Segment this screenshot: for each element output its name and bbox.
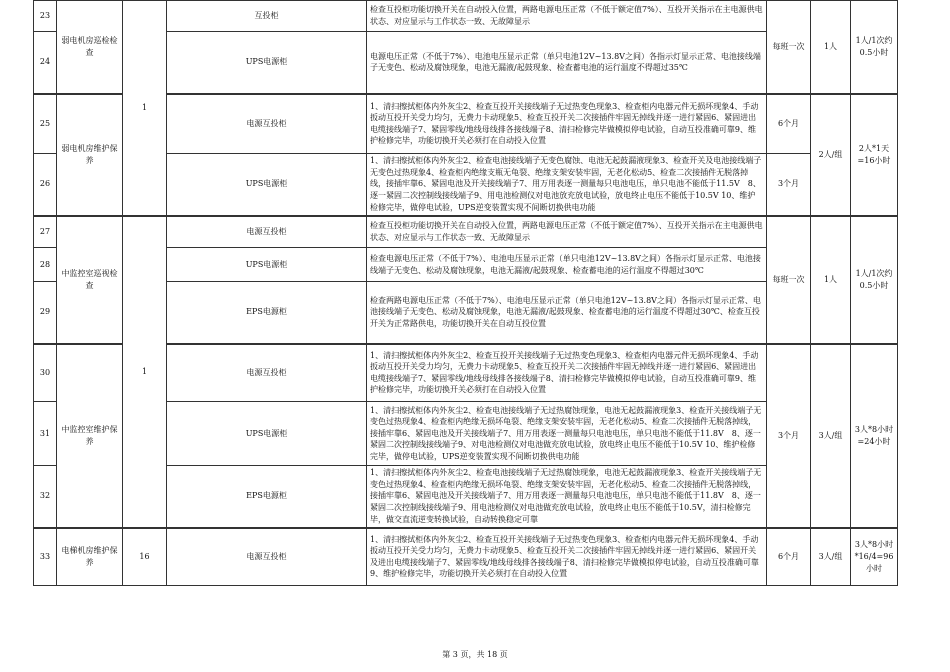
row-number: 25 [34, 94, 57, 154]
equipment-name: 电源互投柜 [167, 94, 367, 154]
row-number: 31 [34, 402, 57, 466]
staffing: 1人 [811, 1, 851, 94]
work-content: 电源电压正常（不低于7%）、电池电压显示正常（单只电池12V~13.8V之间）各指示灯显示正常、电池接线端子无变色、松动及腐蚀现象，电池无漏液/起鼓现象、检查蓄电池的运行温度不得超过35℃ [367, 32, 767, 94]
staffing: 3人/组 [811, 344, 851, 528]
equipment-name: UPS电源柜 [167, 402, 367, 466]
staffing: 1人 [811, 216, 851, 344]
device-count: 1 [123, 1, 167, 216]
work-content: 检查互投柜功能切换开关在自动投入位置，两路电源电压正常（不低于额定值7%）、互投开关指示在主电源供电状态、对应显示与工作状态一致、无故障显示 [367, 216, 767, 248]
row-number: 26 [34, 154, 57, 216]
equipment-name: 电源互投柜 [167, 344, 367, 402]
staffing: 3人/组 [811, 528, 851, 586]
work-content: 1、清扫擦拭柜体内外灰尘2、检查电池接线端子无过热腐蚀现象，电池无起鼓漏液现象3、检查开关接线端子无变色过热现象4、检查柜内绝缘无损坏龟裂、绝缘支架安装牢固，无老化松动5、检查二次接插件无脱落掉线，接插牢靠6、紧固电池及开关接线端子7、用万用表逐一测量每只电池电压，单只电池不能低于11.8V 8、逐一紧固二次控制线接线端子9、用电池检测仪对电池做充放电试验，放电终止电压不能低于10.5V，清扫检修完毕，做交直流逆变转换试验，自动转换稳定可靠 [367, 466, 767, 528]
cycle: 每班一次 [767, 1, 811, 94]
work-content: 1、清扫擦拭柜体内外灰尘2、检查互投开关接线端子无过热变色现象3、检查柜内电器元件无损坏现象4、手动扳动互投开关受力均匀，无费力卡动现象5、检查互投开关二次接插件牢固无掉线并逐一进行紧固6、紧固进出电缆接线端子7、紧固零线/地线母线排各接线端子8、清扫检修完毕做模拟停电试验，自动互投准确可靠9、维护检修完毕，功能切换开关必须打在自动投入位置 [367, 94, 767, 154]
work-content: 检查两路电源电压正常（不低于7%）、电池电压显示正常（单只电池12V~13.8V之间）各指示灯显示正常、电池接线端子无变色、松动及腐蚀现象，电池无漏液/起鼓现象、检查蓄电池的运行温度不得超过30℃、检查互投开关为正常路供电，功能切换开关在自动互投位置 [367, 282, 767, 344]
device-count: 1 [123, 216, 167, 528]
equipment-name: EPS电源柜 [167, 282, 367, 344]
table-row [34, 1, 898, 32]
equipment-name: 电源互投柜 [167, 528, 367, 586]
row-number: 33 [34, 528, 57, 586]
equipment-name: UPS电源柜 [167, 154, 367, 216]
row-number: 32 [34, 466, 57, 528]
work-content: 1、清扫擦拭柜体内外灰尘2、检查电池接线端子无变色腐蚀、电池无起鼓漏液现象3、检查开关及电池接线端子无变色过热现象4、检查柜内绝缘支瓶无龟裂、绝缘支架安装牢固，无老化松动5、检查二次接插件无脱落掉线，接插牢靠6、紧固电池及开关接线端子7、用万用表逐一测量每只电池电压，单只电池不能低于11.5V 8、逐一紧固二次控制线接线端子9、用电池检测仪对电池放充放电试验，放电终止电压不能低于10.5V 10、维护检修完毕，做停电试验，UPS逆变装置实现不间断切换供电功能 [367, 154, 767, 216]
row-number: 28 [34, 248, 57, 282]
work-content: 检查互投柜功能切换开关在自动投入位置，两路电源电压正常（不低于额定值7%）、互投开关指示在主电源供电状态、对应显示与工作状态一致、无故障显示 [367, 1, 767, 32]
row-number: 29 [34, 282, 57, 344]
man-hours: 2人*1天=16小时 [851, 94, 898, 216]
work-content: 1、清扫擦拭柜体内外灰尘2、检查互投开关接线端子无过热变色现象3、检查柜内电器元件无损坏现象4、手动扳动互投开关受力均匀，无费力卡动现象5、检查互投开关二次接插件牢固无掉线并逐一进行紧固6、紧固开关及进出电缆接线端子7、紧固零线/地线母线排各接线端子8、清扫检修完毕做模拟停电试验，自动互投准确可靠9、维护检修完毕，功能切换开关必须打在自动投入位置 [367, 528, 767, 586]
equipment-name: EPS电源柜 [167, 466, 367, 528]
table-row [34, 528, 898, 586]
system-name: 电梯机房维护保养 [57, 528, 123, 586]
system-name: 弱电机房巡检检查 [57, 1, 123, 94]
man-hours: 3人*8小时*16/4=96小时 [851, 528, 898, 586]
page-footer: 第 3 页，共 18 页 [442, 650, 508, 659]
cycle: 3个月 [767, 344, 811, 528]
work-content: 1、清扫擦拭柜体内外灰尘2、检查互投开关接线端子无过热变色现象3、检查柜内电器元件无损坏现象4、手动扳动互投开关受力均匀，无费力卡动现象5、检查互投开关二次接插件牢固无掉线并逐一进行紧固6、紧固进出电缆接线端子7、紧固零线/地线母线排各接线端子8、清扫检修完毕做模拟停电试验，自动互投准确可靠9、维护检修完毕，功能切换开关必须打在自动投入位置 [367, 344, 767, 402]
man-hours: 3人*8小时=24小时 [851, 344, 898, 528]
system-name: 中监控室巡视检查 [57, 216, 123, 344]
row-number: 27 [34, 216, 57, 248]
equipment-name: 互投柜 [167, 1, 367, 32]
system-name: 弱电机房维护保养 [57, 94, 123, 216]
cycle: 6个月 [767, 528, 811, 586]
row-number: 23 [34, 1, 57, 32]
work-content: 检查电源电压正常（不低于7%）、电池电压显示正常（单只电池12V~13.8V之间）各指示灯显示正常、电池接线端子无变色、松动及腐蚀现象，电池无漏液/起鼓现象、检查蓄电池的运行温度不得超过30℃ [367, 248, 767, 282]
equipment-name: UPS电源柜 [167, 248, 367, 282]
equipment-name: UPS电源柜 [167, 32, 367, 94]
work-content: 1、清扫擦拭柜体内外灰尘2、检查电池接线端子无过热腐蚀现象，电池无起鼓漏液现象3、检查开关接线端子无变色过热现象4、检查柜内绝缘无损坏龟裂、绝缘支架安装牢固，无老化松动5、检查二次接插件无脱落掉线，接插牢靠6、紧固电池及开关接线端子7、用万用表逐一测量每只电池电压，单只电池不能低于11.8V 8、逐一紧固二次控制线接线端子9、对电池检测仪对电池做充放电试验，放电终止电压不能低于10.5V 10、维护检修完毕，做停电试验，UPS逆变装置实现不间断切换供电功能 [367, 402, 767, 466]
maintenance-table [33, 0, 898, 586]
equipment-name: 电源互投柜 [167, 216, 367, 248]
cycle: 3个月 [767, 154, 811, 216]
cycle: 6个月 [767, 94, 811, 154]
device-count: 16 [123, 528, 167, 586]
man-hours: 1人/1次约0.5小时 [851, 216, 898, 344]
man-hours: 1人/1次约0.5小时 [851, 1, 898, 94]
row-number: 24 [34, 32, 57, 94]
table-row [34, 216, 898, 248]
staffing: 2人/组 [811, 94, 851, 216]
row-number: 30 [34, 344, 57, 402]
system-name: 中监控室维护保养 [57, 344, 123, 528]
cycle: 每班一次 [767, 216, 811, 344]
